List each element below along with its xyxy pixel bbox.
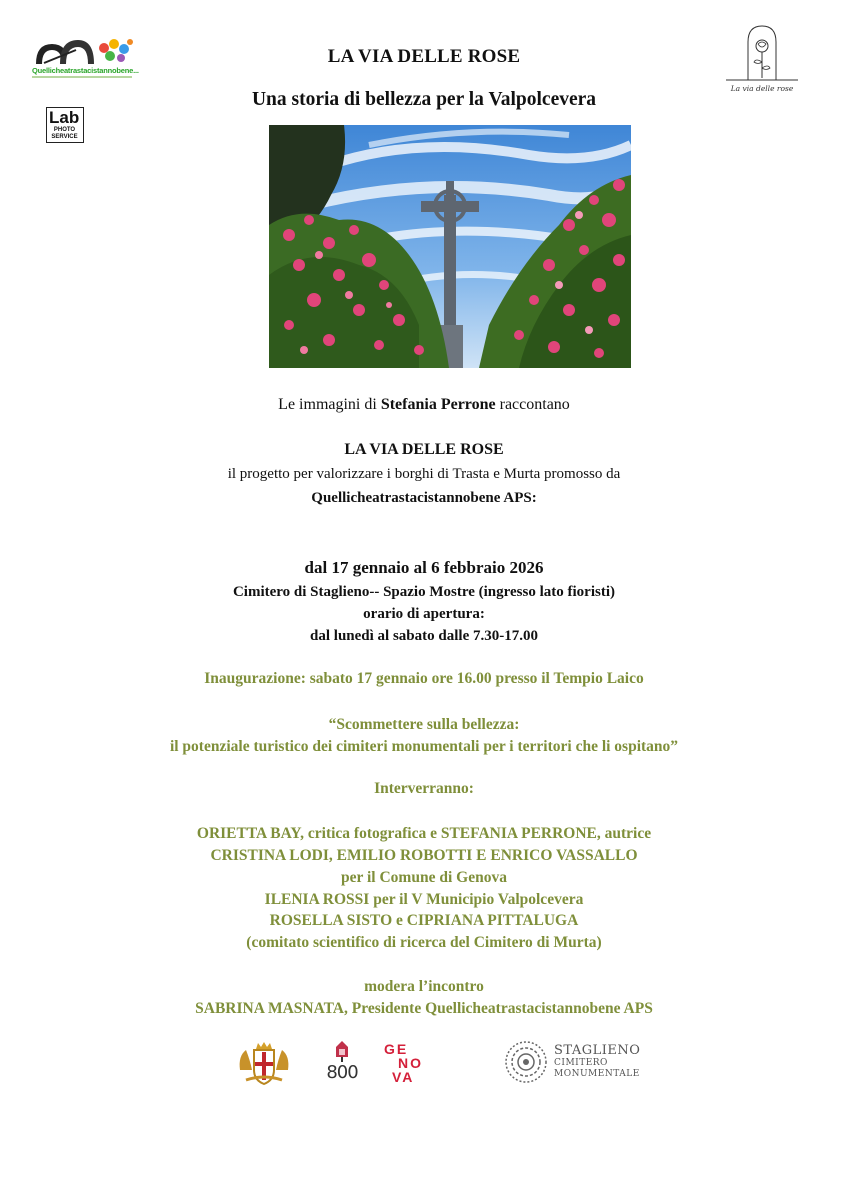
genova-logo-line: VA [392,1069,415,1085]
intro-suffix: raccontano [495,396,570,413]
event-hours: dal lunedì al sabato dalle 7.30-17.00 [310,628,538,644]
event-venue: Cimitero di Staglieno-- Spazio Mostre (ingresso lato fioristi) [232,584,616,600]
quellicheatrastacistannobene-logo-text: Quellicheatrastacistannobene... [32,66,139,75]
page-subtitle: Una storia di bellezza per la Valpolcevera [251,89,597,110]
moderator-label: modera l’incontro [364,978,484,995]
speaker-line: CRISTINA LODI, EMILIO ROBOTTI E ENRICO VASSALLO [210,847,638,864]
genova-coat-of-arms-icon [236,1040,292,1086]
roses-cross-photo [269,125,631,368]
staglieno-line-2: CIMITERO [554,1058,608,1068]
la-via-delle-rose-logo-caption: La via delle rose [730,84,794,93]
page-title: LA VIA DELLE ROSE [327,46,521,67]
genova-logo-line: GE [384,1041,409,1057]
speakers-heading: Interverranno: [374,780,474,797]
project-promoter: Quellicheatrastacistannobene APS: [311,490,537,506]
inauguration-line: Inaugurazione: sabato 17 gennaio ore 16.00 presso il Tempio Laico [204,670,644,687]
project-title: LA VIA DELLE ROSE [344,441,504,458]
lab-logo-photo-text: PHOTO [53,127,76,133]
lab-photo-service-logo [46,107,84,143]
sponsor-logos [0,1036,848,1088]
speaker-line: per il Comune di Genova [341,869,507,886]
lab-logo-text: Lab [49,108,80,127]
staglieno-rosette-icon [504,1040,548,1084]
intro-prefix: Le immagini di [278,396,381,413]
staglieno-line-1: STAGLIENO [554,1043,641,1058]
staglieno-logo-text [554,1044,640,1080]
logo-underline [32,76,132,78]
event-dates: dal 17 gennaio al 6 febbraio 2026 [304,558,544,577]
speaker-line: ORIETTA BAY, critica fotografica e STEFANIA PERRONE, autrice [196,825,652,842]
project-description: il progetto per valorizzare i borghi di Trasta e Murta promosso da [227,466,621,482]
intro-line [0,396,848,414]
logo-800-text: 800 [326,1062,358,1083]
intro-author: Stefania Perrone [380,396,496,413]
genova-logo-line: NO [398,1055,423,1071]
speaker-line: (comitato scientifico di ricerca del Cimitero di Murta) [246,934,602,951]
lantern-icon [332,1040,352,1062]
event-hours-label: orario di apertura: [363,606,485,622]
quote-line-1: “Scommettere sulla bellezza: [328,716,520,733]
moderator-name: SABRINA MASNATA, Presidente Quellicheatrastacistannobene APS [195,1000,653,1017]
staglieno-line-3: MONUMENTALE [554,1069,640,1079]
speaker-line: ROSELLA SISTO e CIPRIANA PITTALUGA [269,912,579,929]
genova-logo [384,1042,440,1084]
lab-logo-service-text: SERVICE [51,134,78,140]
speaker-line: ILENIA ROSSI per il V Municipio Valpolcevera [264,891,584,908]
quote-line-2: il potenziale turistico dei cimiteri monumentali per i territori che li ospitano” [169,738,679,755]
logo-800 [320,1040,364,1086]
